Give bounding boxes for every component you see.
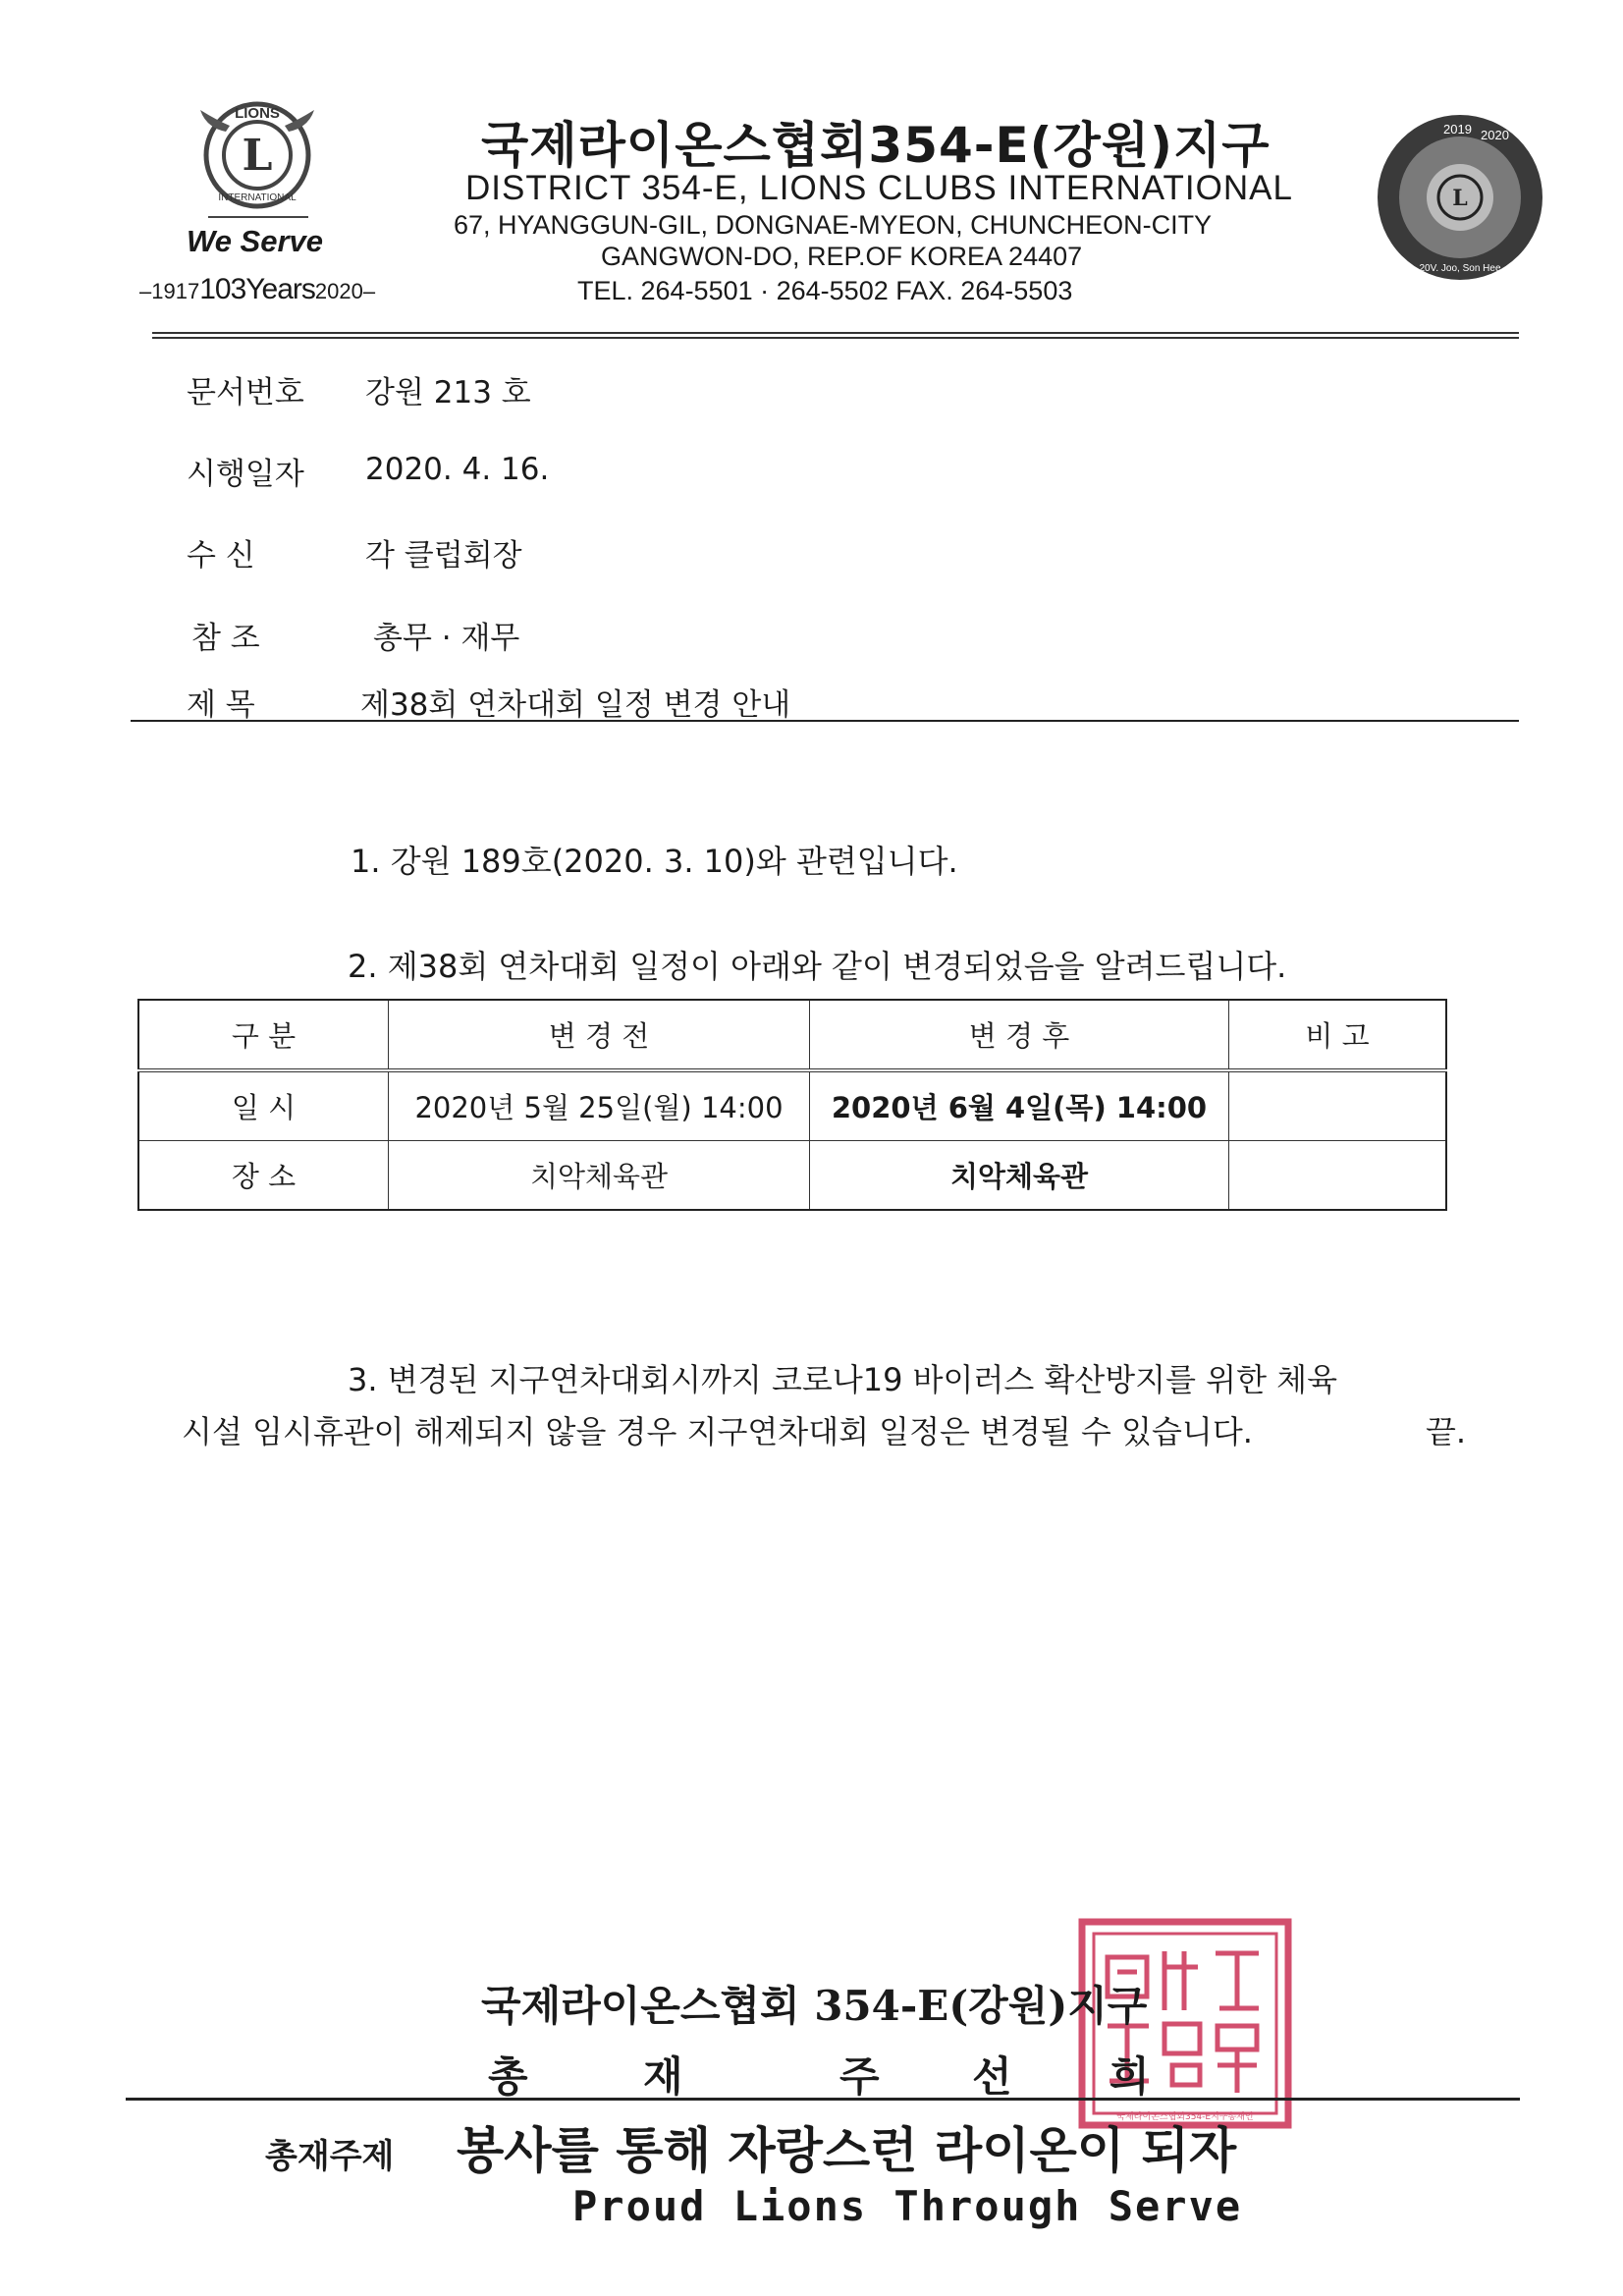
address-line-1: 67, HYANGGUN-GIL, DONGNAE-MYEON, CHUNCHEON-CITY <box>454 210 1213 240</box>
table-header-cell: 변 경 후 <box>810 1000 1229 1070</box>
org-title-kr: 국제라이온스협회354-E(강원)지구 <box>481 117 1271 174</box>
reference-label: 참 조 <box>191 621 260 656</box>
governor-name-char: 선 <box>972 2052 1012 2101</box>
table-cell <box>1229 1070 1447 1141</box>
header-rule-2 <box>152 337 1519 339</box>
subject-rule <box>131 720 1519 722</box>
table-cell: 2020년 6월 4일(목) 14:00 <box>810 1070 1229 1141</box>
svg-text:2020: 2020 <box>1481 128 1509 142</box>
table-row <box>138 1141 1446 1211</box>
district-emblem <box>1375 112 1546 284</box>
slogan-label: 총재주제 <box>265 2137 395 2176</box>
table-cell: 일 시 <box>138 1070 389 1141</box>
footer-rule <box>126 2098 1520 2101</box>
footer-org-name: 국제라이온스협회 354-E(강원)지구 <box>481 1982 1148 2030</box>
table-cell: 치악체육관 <box>389 1141 810 1211</box>
paragraph-3-line-2: 시설 임시휴관이 해제되지 않을 경우 지구연차대회 일정은 변경될 수 있습니다. <box>182 1413 1253 1450</box>
svg-text:L: L <box>242 131 273 181</box>
slogan-kr: 봉사를 통해 자랑스런 라이온이 되자 <box>457 2122 1237 2179</box>
table-header-row <box>138 1000 1446 1070</box>
subject-label: 제 목 <box>187 687 255 723</box>
header-rule <box>152 332 1519 334</box>
recipient-label: 수 신 <box>187 538 255 574</box>
table-row <box>138 1070 1446 1141</box>
motto: We Serve <box>187 224 324 258</box>
address-line-2: GANGWON-DO, REP.OF KOREA 24407 <box>601 242 1083 271</box>
issue-date: 2020. 4. 16. <box>365 452 550 487</box>
svg-text:LIONS: LIONS <box>235 105 280 122</box>
paragraph-2: 2. 제38회 연차대회 일정이 아래와 같이 변경되었음을 알려드립니다. <box>348 948 1287 985</box>
table-header-cell: 비 고 <box>1229 1000 1447 1070</box>
subject: 제38회 연차대회 일정 변경 안내 <box>360 687 791 723</box>
table-cell <box>1229 1141 1447 1211</box>
org-title-en: DISTRICT 354-E, LIONS CLUBS INTERNATIONAL <box>465 169 1293 207</box>
governor-name-char: 주 <box>839 2052 880 2101</box>
lions-logo <box>187 98 329 221</box>
tel-fax: TEL. 264-5501 · 264-5502 FAX. 264-5503 <box>577 276 1073 305</box>
svg-text:20V. Joo, Son Hee: 20V. Joo, Son Hee <box>1419 263 1501 274</box>
paragraph-3-line-1: 3. 변경된 지구연차대회시까지 코로나19 바이러스 확산방지를 위한 체육 <box>348 1361 1337 1398</box>
svg-text:L: L <box>1452 186 1468 211</box>
table-cell: 장 소 <box>138 1141 389 1211</box>
svg-text:2019: 2019 <box>1443 122 1472 137</box>
paragraph-1: 1. 강원 189호(2020. 3. 10)와 관련입니다. <box>351 843 958 880</box>
slogan-en: Proud Lions Through Serve <box>572 2182 1243 2230</box>
reference: 총무 · 재무 <box>373 621 520 656</box>
svg-text:INTERNATIONAL: INTERNATIONAL <box>218 192 297 203</box>
governor-name-char: 재 <box>643 2052 683 2101</box>
schedule-table <box>137 999 1447 1211</box>
svg-text:국제라이온스협회354-E지구총재인: 국제라이온스협회354-E지구총재인 <box>1116 2112 1254 2122</box>
table-header-cell: 변 경 전 <box>389 1000 810 1070</box>
end-mark: 끝. <box>1426 1413 1467 1450</box>
years-line: –1917103Years2020– <box>139 273 376 305</box>
table-cell: 2020년 5월 25일(월) 14:00 <box>389 1070 810 1141</box>
date-label: 시행일자 <box>187 457 304 492</box>
governor-name-char: 총 <box>488 2052 528 2101</box>
doc-no: 강원 213 호 <box>365 375 531 410</box>
table-header-cell: 구 분 <box>138 1000 389 1070</box>
table-cell: 치악체육관 <box>810 1141 1229 1211</box>
recipient: 각 클럽회장 <box>365 538 522 574</box>
doc-no-label: 문서번호 <box>187 375 304 410</box>
governor-name-char: 희 <box>1109 2052 1150 2101</box>
